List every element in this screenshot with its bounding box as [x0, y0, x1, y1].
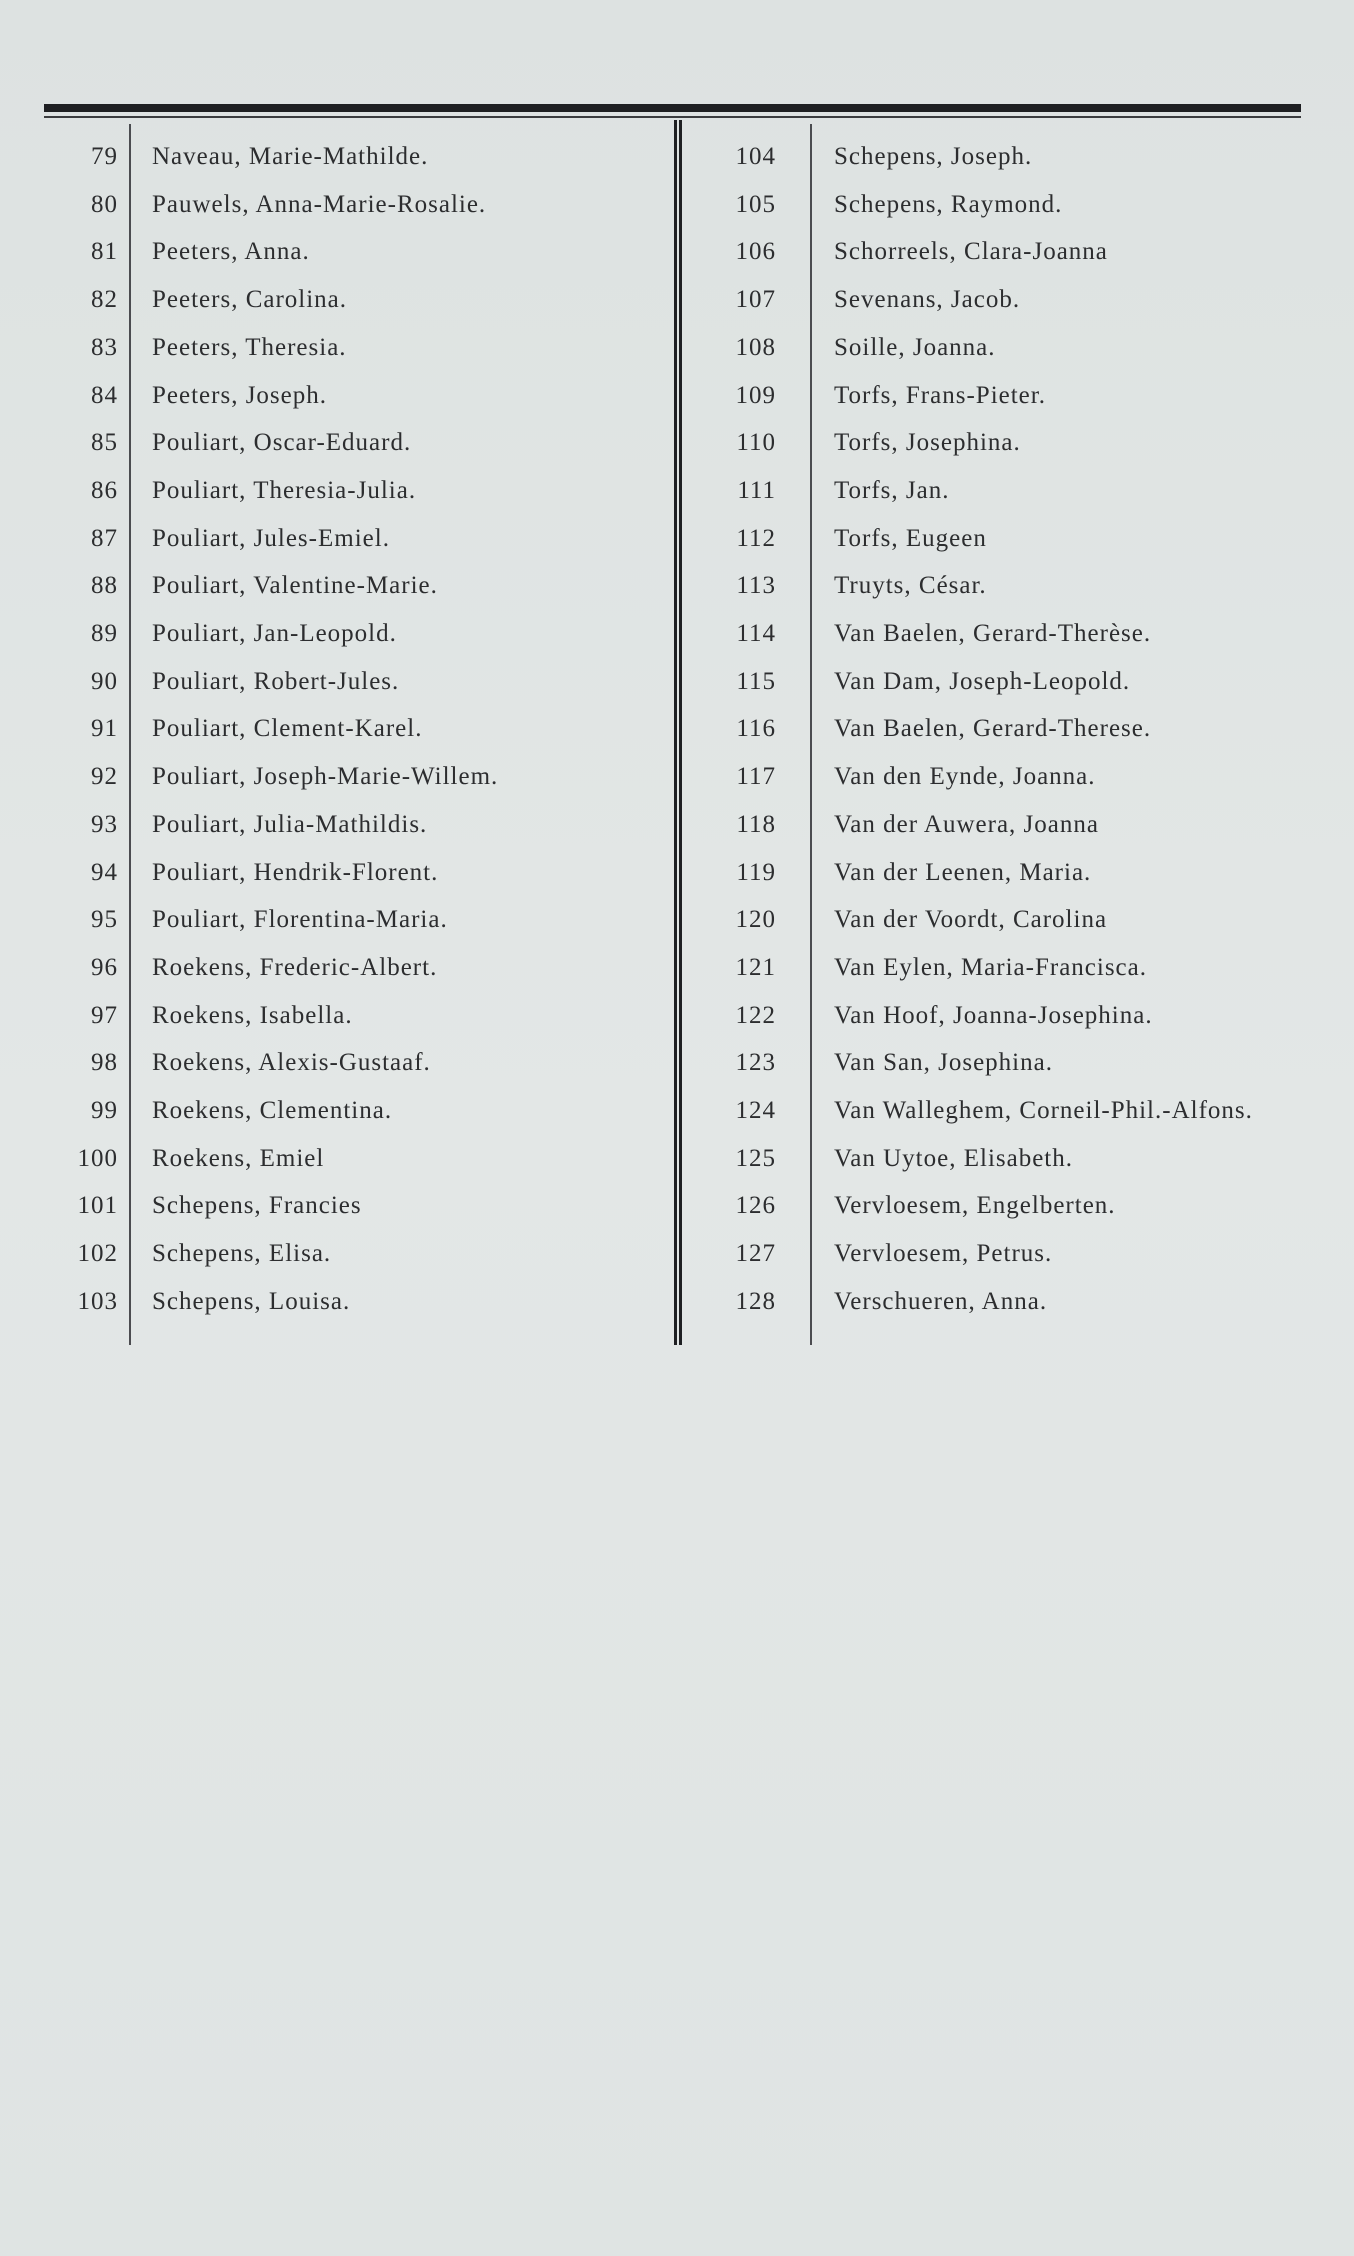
list-item	[0, 802, 680, 848]
entry-name: Pouliart, Florentina-Maria.	[152, 906, 448, 934]
entry-name: Pouliart, Robert-Jules.	[152, 667, 400, 695]
entry-number: 105	[735, 190, 776, 218]
entry-name: Roekens, Clementina.	[152, 1097, 393, 1124]
entry-number: 97	[91, 1001, 118, 1029]
entry-number: 89	[91, 620, 118, 647]
list-item	[680, 1136, 1354, 1182]
list-item	[0, 1183, 680, 1229]
entry-number: 102	[77, 1240, 118, 1268]
entry-number: 100	[77, 1144, 118, 1172]
top-rule-thin	[44, 116, 1301, 118]
list-item	[0, 468, 680, 514]
entry-number: 81	[91, 238, 118, 266]
entry-name: Roekens, Frederic-Albert.	[152, 953, 438, 981]
entry-name: Van Hoof, Joanna-Josephina.	[834, 1001, 1153, 1029]
entry-number: 106	[735, 238, 776, 266]
list-item	[0, 993, 680, 1039]
list-item	[0, 325, 680, 371]
entry-number: 123	[735, 1049, 776, 1077]
entry-name: Van San, Josephina.	[834, 1049, 1053, 1077]
left-column	[0, 124, 680, 1345]
entry-name: Pouliart, Oscar-Eduard.	[152, 429, 412, 457]
entry-name: Pouliart, Theresia-Julia.	[152, 476, 417, 504]
list-item	[680, 420, 1354, 466]
list-item	[0, 1279, 680, 1325]
entry-name: Van Eylen, Maria-Francisca.	[834, 953, 1147, 981]
entry-name: Schorreels, Clara-Joanna	[834, 238, 1108, 266]
list-item	[680, 229, 1354, 275]
list-item	[680, 850, 1354, 896]
entry-name: Roekens, Emiel	[152, 1144, 325, 1172]
list-item	[680, 1040, 1354, 1086]
entry-name: Pouliart, Julia-Mathildis.	[152, 810, 428, 838]
entry-number: 95	[91, 906, 118, 934]
entry-name: Truyts, César.	[834, 572, 987, 600]
list-item	[680, 1279, 1354, 1325]
list-item	[0, 277, 680, 323]
entry-number: 111	[737, 476, 776, 504]
list-item	[680, 134, 1354, 180]
list-item	[680, 754, 1354, 800]
entry-number: 109	[735, 381, 776, 409]
entry-name: Van der Auwera, Joanna	[834, 810, 1099, 838]
list-item	[0, 1040, 680, 1086]
entry-number: 96	[91, 953, 118, 981]
list-item	[680, 373, 1354, 419]
entry-name: Schepens, Raymond.	[834, 190, 1063, 218]
top-rule-thick	[44, 104, 1301, 112]
entry-name: Schepens, Louisa.	[152, 1287, 351, 1315]
entry-number: 112	[736, 524, 776, 552]
entry-name: Van Baelen, Gerard-Therèse.	[834, 620, 1152, 647]
entry-name: Peeters, Anna.	[152, 238, 310, 266]
entry-name: Schepens, Elisa.	[152, 1240, 332, 1268]
list-item	[680, 325, 1354, 371]
list-item	[680, 1088, 1354, 1134]
entry-name: Van der Voordt, Carolina	[834, 906, 1108, 934]
entry-number: 117	[736, 763, 776, 791]
entry-name: Soille, Joanna.	[834, 333, 996, 361]
list-item	[0, 420, 680, 466]
entry-number: 107	[735, 286, 776, 314]
list-item	[680, 468, 1354, 514]
list-item	[680, 277, 1354, 323]
list-item	[680, 802, 1354, 848]
entry-number: 110	[736, 429, 776, 457]
list-item	[680, 516, 1354, 562]
entry-name: Torfs, Eugeen	[834, 524, 987, 552]
entry-name: Torfs, Jan.	[834, 476, 950, 504]
entry-number: 99	[91, 1097, 118, 1124]
entry-number: 118	[736, 810, 776, 838]
entry-name: Van der Leenen, Maria.	[834, 858, 1092, 886]
entry-name: Van Baelen, Gerard-Therese.	[834, 715, 1152, 743]
list-item	[0, 659, 680, 705]
entry-name: Pauwels, Anna-Marie-Rosalie.	[152, 190, 487, 218]
list-item	[680, 563, 1354, 609]
entry-name: Roekens, Alexis-Gustaaf.	[152, 1049, 431, 1077]
entry-number: 113	[736, 572, 776, 600]
entry-name: Pouliart, Valentine-Marie.	[152, 572, 438, 600]
entry-number: 108	[735, 333, 776, 361]
entry-number: 80	[91, 190, 118, 218]
entry-number: 94	[91, 858, 118, 886]
list-item	[0, 611, 680, 657]
list-item	[680, 897, 1354, 943]
entry-number: 120	[735, 906, 776, 934]
entry-number: 114	[736, 620, 776, 647]
entry-number: 79	[91, 143, 118, 170]
list-item	[0, 850, 680, 896]
entry-name: Schepens, Joseph.	[834, 143, 1033, 170]
entry-name: Naveau, Marie-Mathilde.	[152, 143, 429, 170]
list-item	[680, 706, 1354, 752]
list-item	[0, 516, 680, 562]
list-item	[0, 1231, 680, 1277]
list-item	[0, 182, 680, 228]
entry-name: Van Uytoe, Elisabeth.	[834, 1144, 1074, 1172]
entry-number: 122	[735, 1001, 776, 1029]
entry-number: 84	[91, 381, 118, 409]
entry-number: 88	[91, 572, 118, 600]
list-item	[0, 945, 680, 991]
list-item	[680, 993, 1354, 1039]
entry-name: Peeters, Carolina.	[152, 286, 348, 314]
entry-name: Vervloesem, Engelberten.	[834, 1192, 1116, 1220]
entry-number: 126	[735, 1192, 776, 1220]
entry-number: 119	[736, 858, 776, 886]
entry-number: 92	[91, 763, 118, 791]
list-item	[0, 1136, 680, 1182]
entry-name: Pouliart, Joseph-Marie-Willem.	[152, 763, 499, 791]
entry-number: 121	[735, 953, 776, 981]
entry-number: 83	[91, 333, 118, 361]
entry-number: 85	[91, 429, 118, 457]
entry-name: Pouliart, Jules-Emiel.	[152, 524, 390, 552]
entry-name: Van den Eynde, Joanna.	[834, 763, 1096, 791]
list-item	[0, 229, 680, 275]
entry-name: Torfs, Frans-Pieter.	[834, 381, 1046, 409]
entry-number: 87	[91, 524, 118, 552]
entry-number: 91	[91, 715, 118, 743]
entry-number: 90	[91, 667, 118, 695]
entry-number: 124	[735, 1097, 776, 1124]
entry-number: 82	[91, 286, 118, 314]
list-item	[0, 1088, 680, 1134]
entry-name: Schepens, Francies	[152, 1192, 362, 1220]
entry-name: Pouliart, Hendrik-Florent.	[152, 858, 439, 886]
list-item	[680, 182, 1354, 228]
entry-number: 116	[736, 715, 776, 743]
list-item	[0, 373, 680, 419]
list-item	[680, 945, 1354, 991]
list-item	[680, 1231, 1354, 1277]
list-item	[0, 706, 680, 752]
entry-number: 125	[735, 1144, 776, 1172]
right-column	[680, 124, 1354, 1345]
list-item	[0, 754, 680, 800]
entry-number: 103	[77, 1287, 118, 1315]
list-item	[0, 897, 680, 943]
list-item	[0, 134, 680, 180]
entry-name: Pouliart, Jan-Leopold.	[152, 620, 397, 647]
list-item	[680, 611, 1354, 657]
entry-name: Van Walleghem, Corneil-Phil.-Alfons.	[834, 1097, 1253, 1124]
entry-number: 101	[77, 1192, 118, 1220]
entry-number: 86	[91, 476, 118, 504]
entry-name: Verschueren, Anna.	[834, 1287, 1048, 1315]
entry-name: Torfs, Josephina.	[834, 429, 1021, 457]
entry-number: 93	[91, 810, 118, 838]
entry-name: Pouliart, Clement-Karel.	[152, 715, 423, 743]
entry-name: Van Dam, Joseph-Leopold.	[834, 667, 1131, 695]
list-item	[0, 563, 680, 609]
entry-number: 98	[91, 1049, 118, 1077]
entry-name: Roekens, Isabella.	[152, 1001, 353, 1029]
entry-name: Peeters, Theresia.	[152, 333, 347, 361]
entry-number: 115	[736, 667, 776, 695]
entry-number: 127	[735, 1240, 776, 1268]
entry-name: Sevenans, Jacob.	[834, 286, 1021, 314]
entry-number: 128	[735, 1287, 776, 1315]
list-item	[680, 1183, 1354, 1229]
entry-name: Vervloesem, Petrus.	[834, 1240, 1053, 1268]
entry-name: Peeters, Joseph.	[152, 381, 327, 409]
entry-number: 104	[735, 143, 776, 170]
list-item	[680, 659, 1354, 705]
